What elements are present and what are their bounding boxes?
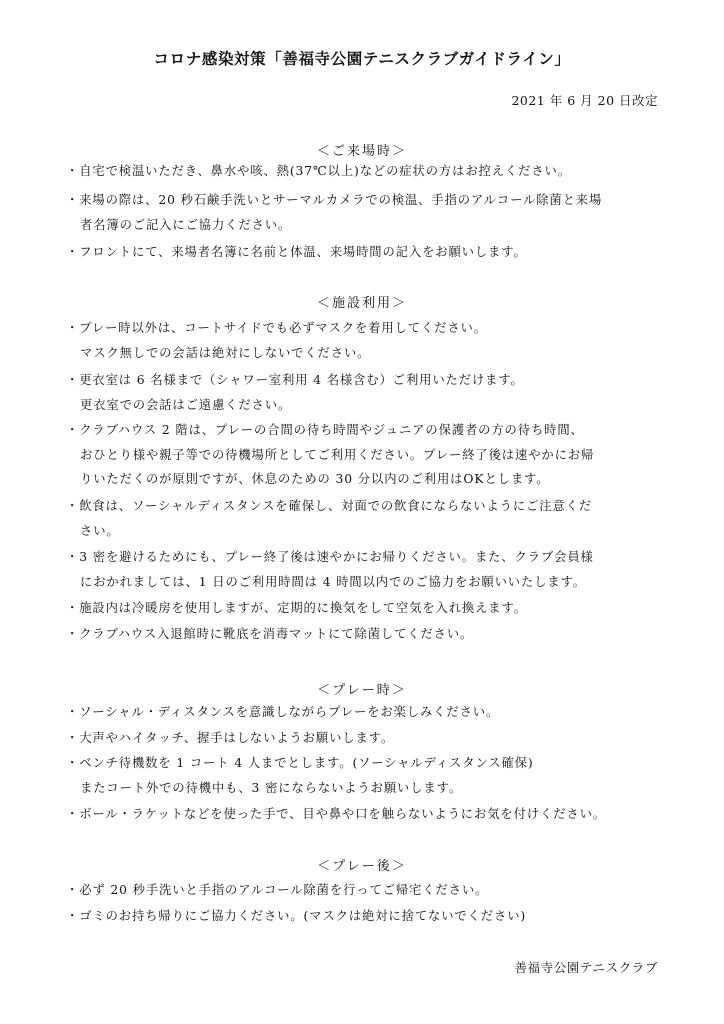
section-heading-after-play: ＜プレー後＞	[317, 859, 407, 874]
list-item: ・3 密を避けるためにも、プレー終了後は速やかにお帰りください。また、クラブ会員様 におかれましては、1 日のご利用時間は 4 時間以内でのご協力をお願いいたします。	[66, 550, 594, 589]
list-item: ・クラブハウス入退館時に靴底を消毒マットにて除菌してください。	[66, 627, 474, 641]
list-item: ・飲食は、ソーシャルディスタンスを確保し、対面での飲食にならないようにご注意くだ さい。	[66, 499, 593, 538]
section-heading-arrival: ＜ご来場時＞	[316, 144, 407, 159]
list-item: ・クラブハウス 2 階は、プレーの合間の待ち時間やジュニアの保護者の方の待ち時間、 おひとり様や親子等での待機場所としてご利用ください。プレー終了後は速やかにお帰 りいただくのが原則ですが、休息のための 30 分以内のご利用はOKとします。	[66, 423, 595, 486]
list-item: ・ゴミのお持ち帰りにご協力ください。(マスクは絶対に捨てないでください)	[66, 909, 527, 923]
section-heading-during-play: ＜プレー時＞	[317, 683, 407, 698]
section-heading-facility: ＜施設利用＞	[316, 296, 407, 311]
list-item: ・ソーシャル・ディスタンスを意識しながらプレーをお楽しみください。	[66, 705, 500, 719]
list-item: ・ベンチ待機数を 1 コート 4 人までとします。(ソーシャルディスタンス確保) またコート外での待機中も、3 密にならないようお願いします。	[66, 756, 534, 795]
revision-date: 2021 年 6 月 20 日改定	[511, 93, 658, 108]
list-item: ・大声やハイタッチ、握手はしないようお願いします。	[66, 731, 395, 745]
list-item: ・プレー時以外は、コートサイドでも必ずマスクを着用してください。 マスク無しでの会話は絶対にしないでください。	[66, 321, 487, 360]
list-item: ・自宅で検温いただき、鼻水や咳、熱(37℃以上)などの症状の方はお控えください。	[66, 164, 571, 178]
list-item: ・更衣室は 6 名様まで（シャワー室利用 4 名様含む）ご利用いただけます。 更衣室での会話はご遠慮ください。	[66, 373, 524, 412]
list-item: ・来場の際は、20 秒石鹸手洗いとサーマルカメラでの検温、手指のアルコール除菌と来場 者名簿のご記入にご協力ください。	[66, 193, 603, 232]
list-item: ・必ず 20 秒手洗いと手指のアルコール除菌を行ってご帰宅ください。	[66, 883, 489, 897]
club-signature: 善福寺公園テニスクラブ	[514, 960, 658, 975]
list-item: ・フロントにて、来場者名簿に名前と体温、来場時間の記入をお願いします。	[66, 245, 527, 259]
list-item: ・ボール・ラケットなどを使った手で、目や鼻や口を触らないようにお気を付けください。	[66, 807, 606, 821]
list-item: ・施設内は冷暖房を使用しますが、定期的に換気をして空気を入れ換えます。	[66, 601, 527, 615]
document-title: コロナ感染対策「善福寺公園テニスクラブガイドライン」	[153, 50, 571, 68]
